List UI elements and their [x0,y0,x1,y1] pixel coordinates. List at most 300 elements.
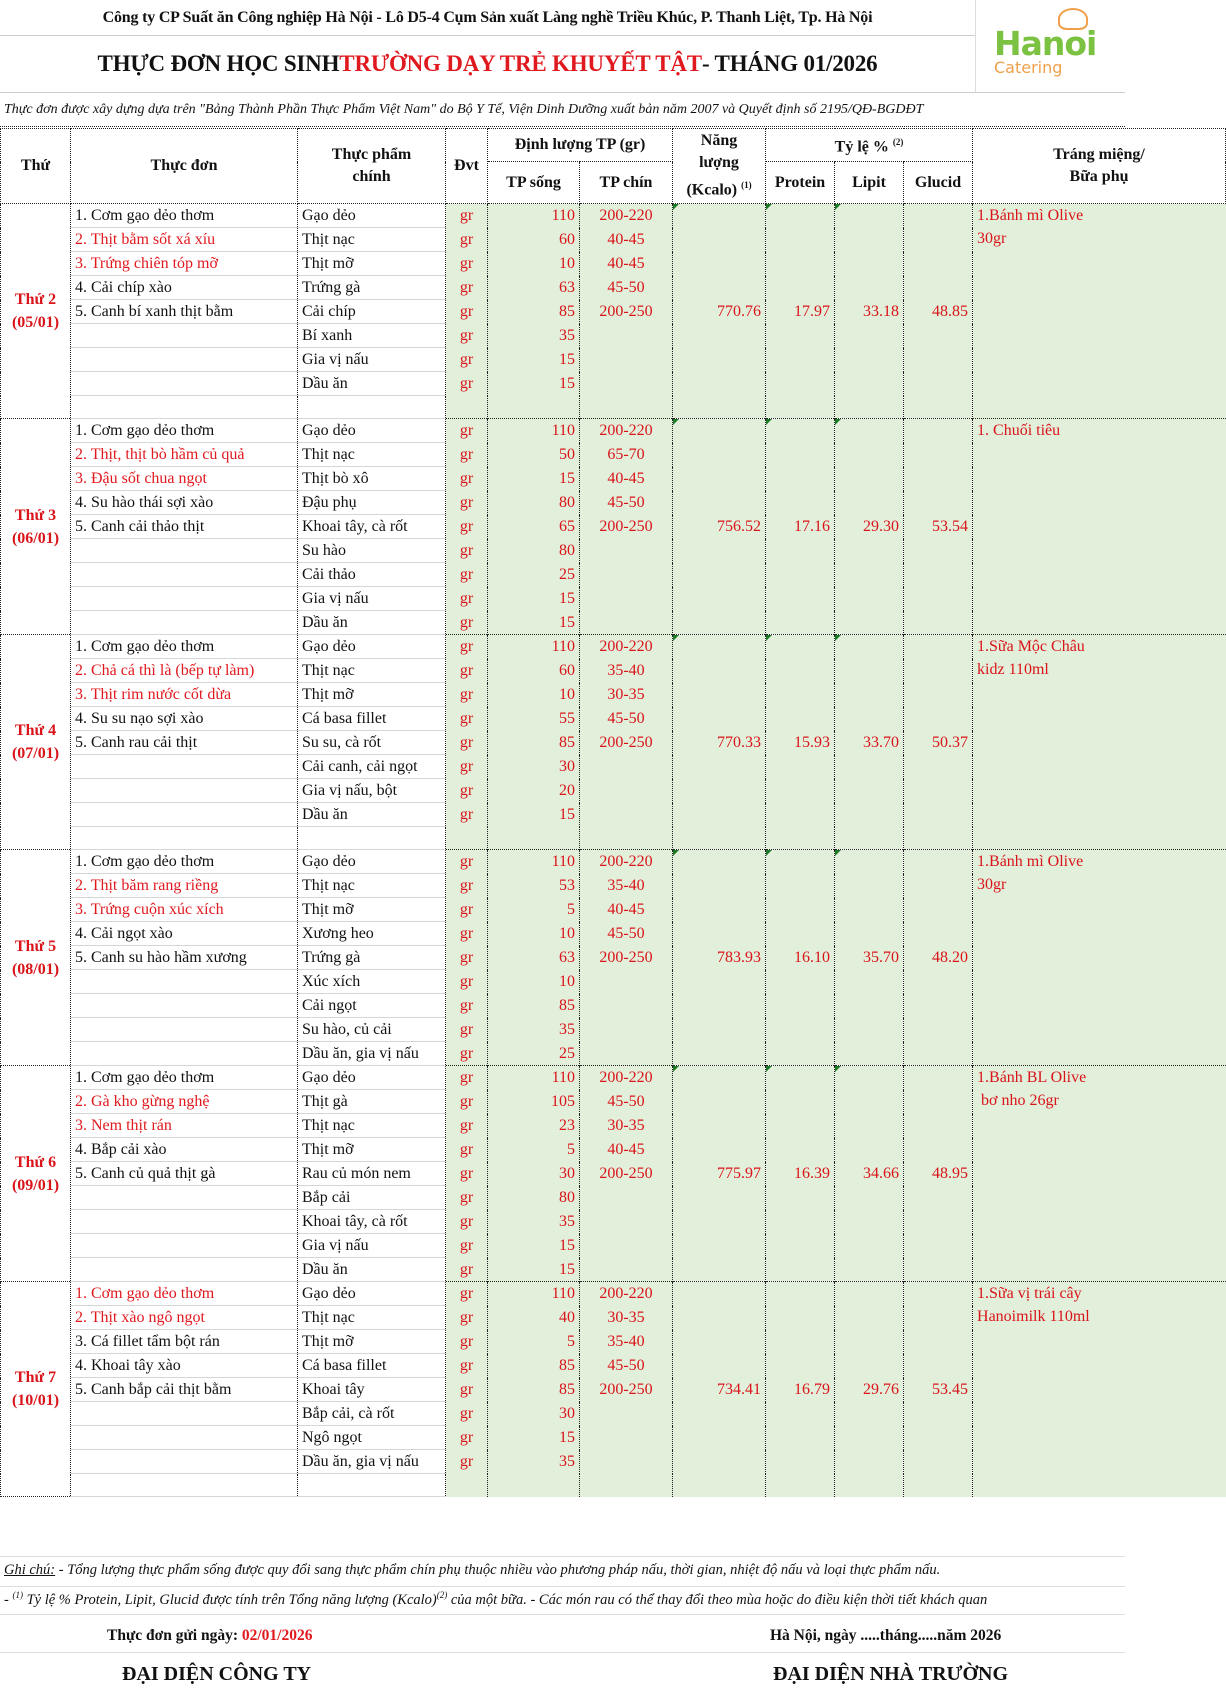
dish-name: 5. Canh bắp cải thịt bằm [71,1378,298,1402]
comment-indicator-icon [673,850,679,856]
unit: gr [446,276,488,300]
cooked-amount: 45-50 [580,276,673,300]
header-ratio: Tỷ lệ % $^{(2)}$ [766,129,973,162]
food-name: Ngô ngọt [298,1426,446,1450]
comment-indicator-icon [835,850,841,856]
comment-indicator-icon [835,1066,841,1072]
food-name: Bắp cải, cà rốt [298,1402,446,1426]
title-part2: - THÁNG 01/2026 [701,51,878,76]
place-date-line: Hà Nội, ngày .....tháng.....năm 2026 [770,1627,1002,1644]
unit: gr [446,348,488,372]
sent-date: 02/01/2026 [241,1627,313,1644]
unit: gr [446,1258,488,1282]
dish-name [71,1210,298,1234]
raw-amount: 15 [488,467,580,491]
table-body [1,204,1226,1497]
dish-name [71,994,298,1018]
cooked-amount [580,970,673,994]
dish-name: 5. Canh cải thảo thịt [71,515,298,539]
cooked-amount: 45-50 [580,1090,673,1114]
cooked-amount [580,611,673,635]
unit: gr [446,635,488,659]
raw-amount: 110 [488,204,580,228]
unit [446,827,488,850]
comment-indicator-icon [766,204,772,210]
dish-name: 5. Canh rau cải thịt [71,731,298,755]
lipit-value: 33.70 [835,635,904,850]
day-date: (08/01) [11,960,60,978]
day-date: (07/01) [11,745,60,762]
protein-value: 17.97 [766,204,835,419]
raw-amount: 15 [488,372,580,396]
energy-value: 770.76 [673,204,766,419]
dish-name [71,1186,298,1210]
table-row [1,1066,1226,1090]
raw-amount: 10 [488,922,580,946]
glucid-value: 50.37 [904,635,973,850]
unit: gr [446,1138,488,1162]
raw-amount: 10 [488,683,580,707]
food-name: Gạo dẻo [298,1066,446,1090]
cooked-amount [580,1042,673,1066]
header-dvt: Đvt [446,129,488,204]
cooked-amount [580,994,673,1018]
food-name: Thịt nạc [298,443,446,467]
energy-value: 734.41 [673,1282,766,1497]
dessert-line: 1.Bánh mì Olive [977,853,1084,870]
dessert-line: 1.Sữa Mộc Châu [977,638,1085,655]
raw-amount: 50 [488,443,580,467]
cooked-amount: 200-250 [580,300,673,324]
unit: gr [446,1018,488,1042]
raw-amount: 15 [488,611,580,635]
header-dish: Thực đơn [71,129,298,204]
unit: gr [446,850,488,874]
intro-note [0,93,1125,127]
food-name: Cá basa fillet [298,707,446,731]
raw-amount: 65 [488,515,580,539]
comment-indicator-icon [766,635,772,641]
day-name: Thứ 2 [14,291,57,308]
cooked-amount [580,1258,673,1282]
dish-name: 3. Đậu sốt chua ngọt [71,467,298,491]
food-name: Bí xanh [298,324,446,348]
header-food: Thực phẩm chính [298,129,446,204]
day-label [1,204,71,419]
food-name: Thịt mỡ [298,252,446,276]
food-name: Gia vị nấu, bột [298,779,446,803]
unit [446,396,488,419]
food-name: Cải thảo [298,563,446,587]
food-name: Thịt bò xô [298,467,446,491]
raw-amount: 80 [488,1186,580,1210]
dish-name: 1. Cơm gạo dẻo thơm [71,1066,298,1090]
dessert-line: 1.Bánh BL Olive [977,1069,1087,1086]
cooked-amount: 35-40 [580,659,673,683]
dessert-cell [973,1066,1226,1282]
glucid-value: 53.45 [904,1282,973,1497]
food-name: Thịt mỡ [298,1330,446,1354]
dish-name: 4. Cải ngọt xào [71,922,298,946]
raw-amount: 110 [488,1066,580,1090]
food-name: Bắp cải [298,1186,446,1210]
unit: gr [446,1162,488,1186]
food-name: Dầu ăn [298,372,446,396]
header-glucid: Glucid [904,162,973,204]
cooked-amount: 200-220 [580,635,673,659]
food-name: Cải ngọt [298,994,446,1018]
comment-indicator-icon [673,419,679,425]
cooked-amount [580,396,673,419]
lipit-value: 34.66 [835,1066,904,1282]
cooked-amount: 40-45 [580,228,673,252]
dish-name [71,396,298,419]
food-name: Thịt mỡ [298,898,446,922]
dish-name: 3. Cá fillet tẩm bột rán [71,1330,298,1354]
raw-amount: 85 [488,1378,580,1402]
food-name: Gạo dẻo [298,204,446,228]
unit: gr [446,994,488,1018]
food-name: Su hào [298,539,446,563]
intro-text: Thực đơn được xây dựng dựa trên "Bảng Thành Phần Thực Phẩm Việt Nam" do Bộ Y Tế, Viện Dinh Dưỡng xuất bản năm 2007 và Quyết định số 2195/QĐ-BGDĐT [4,101,924,117]
cooked-amount: 200-220 [580,204,673,228]
protein-value: 16.39 [766,1066,835,1282]
cooked-amount [580,372,673,396]
day-label [1,419,71,635]
unit: gr [446,587,488,611]
raw-amount: 85 [488,994,580,1018]
food-name: Su hào, củ cải [298,1018,446,1042]
food-name: Thịt gà [298,1090,446,1114]
raw-amount: 40 [488,1306,580,1330]
dish-name [71,324,298,348]
dessert-line: kidz 110ml [977,661,1049,678]
cooked-amount: 200-220 [580,1282,673,1306]
cooked-amount: 30-35 [580,683,673,707]
unit: gr [446,1066,488,1090]
dish-name [71,1426,298,1450]
raw-amount [488,1474,580,1497]
cooked-amount [580,1210,673,1234]
dish-name [71,348,298,372]
comment-indicator-icon [673,204,679,210]
cooked-amount [580,1474,673,1497]
food-name: Cải canh, cải ngọt [298,755,446,779]
protein-value: 16.10 [766,850,835,1066]
company-address-text: Công ty CP Suất ăn Công nghiệp Hà Nội - Lô D5-4 Cụm Sản xuất Làng nghề Triều Khúc, P. Thanh Liệt, Tp. Hà Nội [102,8,873,26]
raw-amount: 110 [488,419,580,443]
unit: gr [446,443,488,467]
raw-amount [488,827,580,850]
dish-name: 4. Su hào thái sợi xào [71,491,298,515]
day-date: (09/01) [11,1176,60,1194]
food-name: Gia vị nấu [298,348,446,372]
glucid-value: 53.54 [904,419,973,635]
food-name: Thịt mỡ [298,1138,446,1162]
protein-value: 17.16 [766,419,835,635]
food-name: Dầu ăn [298,611,446,635]
raw-amount: 110 [488,635,580,659]
raw-amount: 23 [488,1114,580,1138]
dish-name: 4. Khoai tây xào [71,1354,298,1378]
cooked-amount [580,1426,673,1450]
raw-amount [488,396,580,419]
food-name: Thịt nạc [298,1306,446,1330]
raw-amount: 15 [488,587,580,611]
table-header [1,129,1226,204]
dessert-line: 1.Sữa vị trái cây [977,1285,1082,1302]
dish-name: 1. Cơm gạo dẻo thơm [71,850,298,874]
unit: gr [446,1402,488,1426]
school-representative: ĐẠI DIỆN NHÀ TRƯỜNG [773,1663,1009,1685]
unit: gr [446,755,488,779]
unit: gr [446,1330,488,1354]
food-name: Gia vị nấu [298,1234,446,1258]
raw-amount: 35 [488,1018,580,1042]
unit: gr [446,372,488,396]
food-name [298,396,446,419]
comment-indicator-icon [835,635,841,641]
unit: gr [446,707,488,731]
food-name: Gạo dẻo [298,635,446,659]
raw-amount: 55 [488,707,580,731]
raw-amount: 30 [488,1402,580,1426]
header-tp-song: TP sống [488,162,580,204]
unit: gr [446,539,488,563]
dessert-cell [973,204,1226,419]
glucid-value: 48.85 [904,204,973,419]
raw-amount: 5 [488,1330,580,1354]
dessert-line: 30gr [977,230,1007,247]
dessert-line: 30gr [977,876,1007,893]
day-label [1,850,71,1066]
day-label [1,635,71,850]
food-name [298,1474,446,1497]
food-name: Gạo dẻo [298,850,446,874]
comment-indicator-icon [766,419,772,425]
unit: gr [446,228,488,252]
energy-value: 775.97 [673,1066,766,1282]
food-name: Đậu phụ [298,491,446,515]
cooked-amount: 40-45 [580,252,673,276]
day-name: Thứ 5 [14,937,57,955]
note-label: Ghi chú: [4,1562,56,1578]
raw-amount: 5 [488,898,580,922]
dessert-line: 1. Chuối tiêu [977,422,1061,439]
unit: gr [446,491,488,515]
logo-main-text: Hanoi [994,24,1097,63]
raw-amount: 10 [488,252,580,276]
cooked-amount [580,1186,673,1210]
cooked-amount: 45-50 [580,491,673,515]
raw-amount: 105 [488,1090,580,1114]
raw-amount: 20 [488,779,580,803]
cooked-amount [580,587,673,611]
raw-amount: 25 [488,1042,580,1066]
food-name: Khoai tây [298,1378,446,1402]
raw-amount: 63 [488,946,580,970]
unit: gr [446,946,488,970]
raw-amount: 110 [488,850,580,874]
dish-name: 3. Thịt rim nước cốt dừa [71,683,298,707]
unit: gr [446,1234,488,1258]
food-name: Trứng gà [298,946,446,970]
header-lipit: Lipit [835,162,904,204]
unit: gr [446,204,488,228]
food-name: Trứng gà [298,276,446,300]
dessert-cell [973,419,1226,635]
cooked-amount: 40-45 [580,467,673,491]
raw-amount: 35 [488,1450,580,1474]
lipit-value: 29.30 [835,419,904,635]
lipit-value: 33.18 [835,204,904,419]
dessert-line: Hanoimilk 110ml [977,1308,1090,1325]
raw-amount: 35 [488,324,580,348]
raw-amount: 60 [488,228,580,252]
dish-name: 3. Trứng chiên tóp mỡ [71,252,298,276]
raw-amount: 15 [488,1234,580,1258]
comment-indicator-icon [673,1066,679,1072]
raw-amount: 35 [488,1210,580,1234]
comment-indicator-icon [766,850,772,856]
raw-amount: 63 [488,276,580,300]
unit: gr [446,324,488,348]
title-part1: THỰC ĐƠN HỌC SINH [97,51,340,76]
cooked-amount [580,827,673,850]
raw-amount: 85 [488,731,580,755]
day-name: Thứ 3 [14,506,57,524]
dish-name [71,803,298,827]
cooked-amount: 35-40 [580,874,673,898]
unit: gr [446,803,488,827]
page-title [0,36,975,93]
food-name: Su su, cà rốt [298,731,446,755]
logo-sub-text: Catering [994,58,1063,77]
cooked-amount: 35-40 [580,1330,673,1354]
raw-amount: 10 [488,970,580,994]
cooked-amount [580,1450,673,1474]
unit: gr [446,1306,488,1330]
raw-amount: 15 [488,348,580,372]
dish-name: 1. Cơm gạo dẻo thơm [71,635,298,659]
food-name: Thịt nạc [298,659,446,683]
day-date: (06/01) [11,529,60,547]
dessert-cell [973,1282,1226,1497]
dish-name: 3. Trứng cuộn xúc xích [71,898,298,922]
day-name: Thứ 6 [14,1153,57,1171]
dish-name: 1. Cơm gạo dẻo thơm [71,204,298,228]
cooked-amount: 40-45 [580,898,673,922]
unit: gr [446,1282,488,1306]
unit: gr [446,419,488,443]
dish-name [71,611,298,635]
cooked-amount: 65-70 [580,443,673,467]
sent-date-line: Thực đơn gửi ngày: 02/01/2026 [107,1627,313,1644]
cooked-amount [580,348,673,372]
cooked-amount: 200-250 [580,946,673,970]
dish-name: 3. Nem thịt rán [71,1114,298,1138]
day-date: (05/01) [11,314,60,331]
food-name: Dầu ăn, gia vị nấu [298,1450,446,1474]
unit: gr [446,731,488,755]
cooked-amount: 40-45 [580,1138,673,1162]
unit: gr [446,515,488,539]
unit: gr [446,970,488,994]
dessert-line: bơ nho 26gr [977,1092,1059,1109]
food-name: Gạo dẻo [298,1282,446,1306]
hanoi-catering-logo [975,0,1125,93]
food-name: Cá basa fillet [298,1354,446,1378]
company-representative: ĐẠI DIỆN CÔNG TY [122,1663,312,1685]
dish-name: 2. Thịt bằm sốt xá xíu [71,228,298,252]
cooked-amount: 200-220 [580,419,673,443]
dish-name: 2. Gà kho gừng nghệ [71,1090,298,1114]
table-row [1,204,1226,228]
raw-amount: 30 [488,1162,580,1186]
unit: gr [446,898,488,922]
lipit-value: 29.76 [835,1282,904,1497]
menu-table [0,128,1226,1497]
header-tp-chin: TP chín [580,162,673,204]
unit: gr [446,1042,488,1066]
raw-amount: 15 [488,1426,580,1450]
unit: gr [446,922,488,946]
cooked-amount: 200-250 [580,515,673,539]
cooked-amount: 200-250 [580,731,673,755]
protein-value: 15.93 [766,635,835,850]
unit: gr [446,683,488,707]
dish-name: 4. Bắp cải xào [71,1138,298,1162]
food-name: Gạo dẻo [298,419,446,443]
comment-indicator-icon [835,419,841,425]
cooked-amount: 200-220 [580,850,673,874]
dish-name: 1. Cơm gạo dẻo thơm [71,1282,298,1306]
dish-name [71,587,298,611]
raw-amount: 15 [488,803,580,827]
raw-amount: 25 [488,563,580,587]
raw-amount: 85 [488,300,580,324]
raw-amount: 85 [488,1354,580,1378]
dish-name [71,1258,298,1282]
cooked-amount: 200-250 [580,1162,673,1186]
unit: gr [446,1114,488,1138]
raw-amount: 60 [488,659,580,683]
cooked-amount [580,1018,673,1042]
header-protein: Protein [766,162,835,204]
raw-amount: 53 [488,874,580,898]
food-name: Thịt nạc [298,874,446,898]
cooked-amount [580,1234,673,1258]
food-name: Cải chíp [298,300,446,324]
cooked-amount: 45-50 [580,1354,673,1378]
food-name: Thịt nạc [298,228,446,252]
raw-amount: 30 [488,755,580,779]
cooked-amount [580,539,673,563]
cooked-amount: 200-220 [580,1066,673,1090]
unit: gr [446,611,488,635]
unit: gr [446,467,488,491]
raw-amount: 5 [488,1138,580,1162]
dish-name [71,539,298,563]
raw-amount: 80 [488,491,580,515]
dish-name: 2. Chả cá thì là (bếp tự làm) [71,659,298,683]
cooked-amount [580,1402,673,1426]
glucid-value: 48.95 [904,1066,973,1282]
food-name: Thịt mỡ [298,683,446,707]
footnote-1: Ghi chú: - Tổng lượng thực phẩm sống được quy đổi sang thực phẩm chín phụ thuộc nhiều vào phương pháp nấu, thời gian, nhiệt độ nấu và loại thực phẩm nấu. [4,1562,941,1578]
lipit-value: 35.70 [835,850,904,1066]
dish-name: 2. Thịt, thịt bò hầm củ quả [71,443,298,467]
